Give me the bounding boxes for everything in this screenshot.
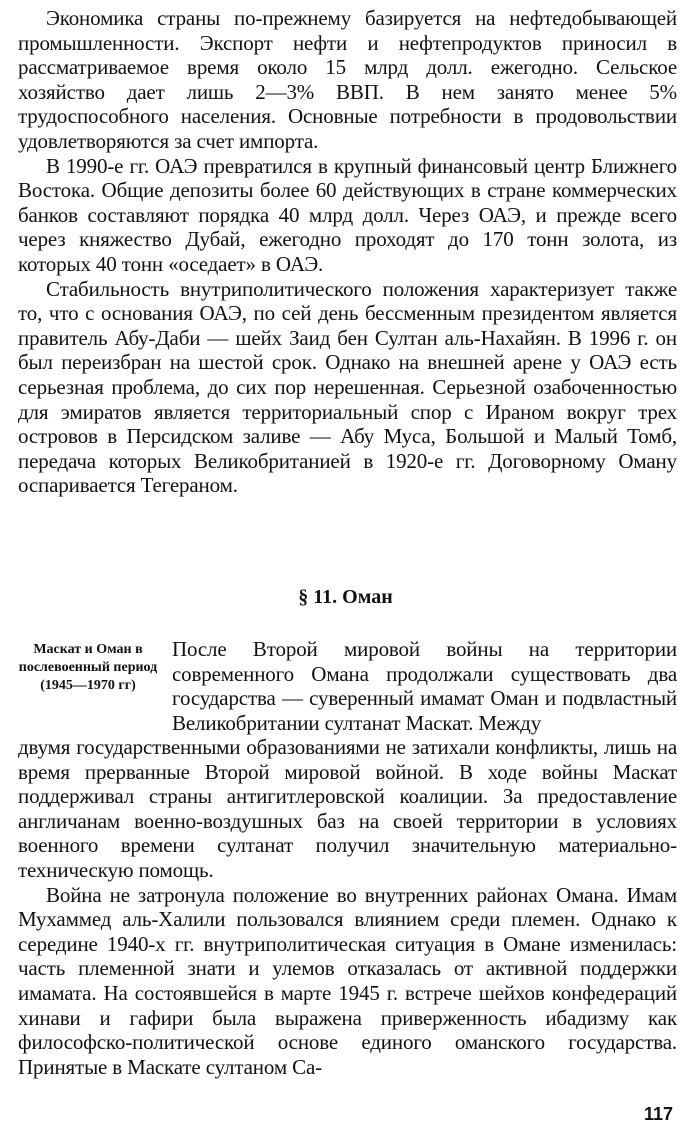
paragraph-economy: Экономика страны по-прежнему базируется на нефтедобывающей промышленности. Экспорт нефти и нефтепродуктов приносил в рассматриваемое время около 15 млрд долл. ежегодно. Сельское хозяйство дает лишь 2—3% ВВП. В нем занято менее 5% трудоспособного населения. Основные потребности в продовольствии удовлетворяются за счет импорта.	[18, 6, 677, 153]
paragraph-oman-intro: После Второй мировой войны на территории современного Омана продолжали существовать два государства — суверенный имамат Оман и подвластный Великобритании султанат Маскат. Между	[172, 637, 677, 735]
top-text-block	[18, 6, 677, 498]
paragraph-politics: Стабильность внутриполитического положения характеризует также то, что с основания ОАЭ, по сей день бессменным президентом является правитель Абу-Даби — шейх Заид бен Султан аль-Нахайян. В 1996 г. он был переизбран на шестой срок. Однако на внешней арене у ОАЭ есть серьезная проблема, до сих пор нерешенная. Серьезной озабоченностью для эмиратов является территориальный спор с Ираном вокруг трех островов в Персидском заливе — Абу Муса, Большой и Малый Томб, передача которых Великобританией в 1920-е гг. Договорному Оману оспаривается Тегераном.	[18, 276, 677, 498]
page-number: 117	[643, 1104, 673, 1124]
paragraph-oman-war: Война не затронула положение во внутренних районах Омана. Имам Мухаммед аль-Халили пользовался влиянием среди племен. Однако к середине 1940-х гг. внутриполитическая ситуация в Омане изменилась: часть племенной знати и улемов отказалась от активной поддержки имамата. На состоявшейся в марте 1945 г. встрече шейхов конфедераций хинави и гафири была выражена приверженность ибадизму как философско-политической основе единого оманского государства. Принятые в Маскате султаном Са-	[18, 882, 677, 1079]
paragraph-finance: В 1990-е гг. ОАЭ превратился в крупный финансовый центр Ближнего Востока. Общие депозиты более 60 действующих в стране коммерческих банков составляют порядка 40 млрд долл. Через ОАЭ, и прежде всего через княжество Дубай, ежегодно проходят до 170 тонн золота, из которых 40 тонн «оседает» в ОАЭ.	[18, 153, 677, 276]
paragraph-oman-continuation: двумя государственными образованиями не затихали конфликты, лишь на время прерванные Второй мировой войной. В ходе войны Маскат поддерживал страны антигитлеровской коалиции. За предоставление англичанам военно-воздушных баз на своей территории в условиях военного времени султанат получил значительную материально-техническую помощь.	[18, 735, 677, 882]
inset-text-block	[172, 637, 677, 735]
bottom-text-block	[18, 735, 677, 1079]
margin-note: Маскат и Оман в послевоенный период (1945—1970 гг)	[18, 642, 158, 693]
section-heading: § 11. Оман	[298, 586, 393, 608]
